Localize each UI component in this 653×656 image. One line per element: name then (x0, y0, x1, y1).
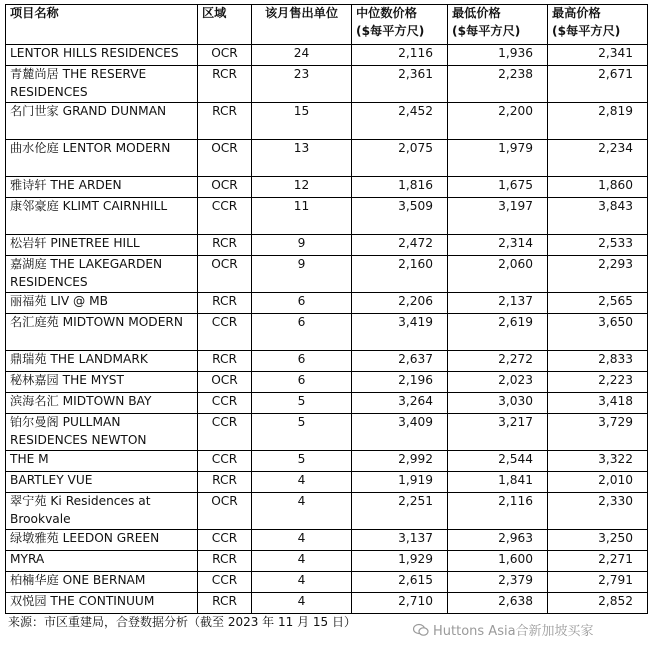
table-row (6, 45, 648, 66)
cell-region: OCR (198, 140, 252, 177)
cell-max-price: 2,330 (548, 493, 648, 530)
cell-max-price: 2,671 (548, 66, 648, 103)
cell-median-price: 1,816 (352, 177, 448, 198)
cell-units-sold: 4 (252, 551, 352, 572)
cell-region: RCR (198, 103, 252, 140)
cell-min-price: 2,619 (448, 314, 548, 351)
cell-max-price: 2,234 (548, 140, 648, 177)
cell-median-price: 3,419 (352, 314, 448, 351)
table-row (6, 451, 648, 472)
header-region: 区域 (198, 5, 252, 45)
cell-median-price: 2,615 (352, 572, 448, 593)
cell-units-sold: 4 (252, 530, 352, 551)
cell-max-price: 2,293 (548, 256, 648, 293)
cell-max-price: 1,860 (548, 177, 648, 198)
cell-median-price: 3,509 (352, 198, 448, 235)
cell-max-price: 2,819 (548, 103, 648, 140)
cell-median-price: 2,992 (352, 451, 448, 472)
cell-max-price: 2,341 (548, 45, 648, 66)
cell-median-price: 2,361 (352, 66, 448, 103)
cell-min-price: 2,544 (448, 451, 548, 472)
cell-project-name: 翠宁苑 Ki Residences at Brookvale (6, 493, 198, 530)
cell-units-sold: 24 (252, 45, 352, 66)
header-project-name: 项目名称 (6, 5, 198, 45)
cell-min-price: 2,379 (448, 572, 548, 593)
cell-units-sold: 9 (252, 235, 352, 256)
table-body (6, 45, 648, 614)
cell-max-price: 2,533 (548, 235, 648, 256)
watermark-text: Huttons Asia合新加坡买家 (433, 624, 594, 639)
cell-units-sold: 11 (252, 198, 352, 235)
cell-region: RCR (198, 472, 252, 493)
table-header-row (6, 5, 648, 45)
cell-units-sold: 6 (252, 351, 352, 372)
cell-max-price: 2,833 (548, 351, 648, 372)
table-row (6, 66, 648, 103)
cell-project-name: 秘林嘉园 THE MYST (6, 372, 198, 393)
cell-units-sold: 12 (252, 177, 352, 198)
cell-project-name: 曲水伦庭 LENTOR MODERN (6, 140, 198, 177)
cell-region: OCR (198, 45, 252, 66)
cell-region: OCR (198, 372, 252, 393)
cell-min-price: 1,675 (448, 177, 548, 198)
cell-region: OCR (198, 177, 252, 198)
table-row (6, 414, 648, 451)
cell-max-price: 3,729 (548, 414, 648, 451)
cell-median-price: 2,637 (352, 351, 448, 372)
cell-units-sold: 6 (252, 372, 352, 393)
cell-max-price: 2,223 (548, 372, 648, 393)
cell-max-price: 2,852 (548, 593, 648, 614)
cell-units-sold: 13 (252, 140, 352, 177)
cell-min-price: 2,023 (448, 372, 548, 393)
cell-max-price: 3,650 (548, 314, 648, 351)
cell-units-sold: 6 (252, 293, 352, 314)
cell-region: CCR (198, 314, 252, 351)
cell-min-price: 2,116 (448, 493, 548, 530)
cell-project-name: 滨海名汇 MIDTOWN BAY (6, 393, 198, 414)
cell-max-price: 2,010 (548, 472, 648, 493)
cell-region: RCR (198, 293, 252, 314)
cell-max-price: 2,791 (548, 572, 648, 593)
table-row (6, 256, 648, 293)
cell-project-name: 双悦园 THE CONTINUUM (6, 593, 198, 614)
cell-median-price: 2,160 (352, 256, 448, 293)
cell-min-price: 2,137 (448, 293, 548, 314)
cell-region: OCR (198, 493, 252, 530)
cell-region: CCR (198, 393, 252, 414)
cell-region: CCR (198, 530, 252, 551)
cell-min-price: 3,217 (448, 414, 548, 451)
cell-region: CCR (198, 572, 252, 593)
cell-units-sold: 5 (252, 451, 352, 472)
cell-min-price: 2,272 (448, 351, 548, 372)
cell-min-price: 2,238 (448, 66, 548, 103)
cell-max-price: 3,322 (548, 451, 648, 472)
cell-region: CCR (198, 414, 252, 451)
cell-median-price: 3,264 (352, 393, 448, 414)
cell-project-name: MYRA (6, 551, 198, 572)
table-row (6, 351, 648, 372)
cell-min-price: 1,600 (448, 551, 548, 572)
table-row (6, 551, 648, 572)
source-note: 来源：市区重建局，合登数据分析（截至 2023 年 11 月 15 日） (8, 615, 356, 629)
header-max-price: 最高价格 ($每平方尺) (548, 5, 648, 45)
cell-units-sold: 4 (252, 472, 352, 493)
cell-project-name: 嘉湖庭 THE LAKEGARDEN RESIDENCES (6, 256, 198, 293)
cell-min-price: 2,200 (448, 103, 548, 140)
table-row (6, 393, 648, 414)
cell-region: RCR (198, 351, 252, 372)
cell-median-price: 2,251 (352, 493, 448, 530)
cell-min-price: 2,314 (448, 235, 548, 256)
table-row (6, 140, 648, 177)
table-row (6, 198, 648, 235)
table-row (6, 372, 648, 393)
table-row (6, 530, 648, 551)
cell-min-price: 2,060 (448, 256, 548, 293)
cell-min-price: 2,963 (448, 530, 548, 551)
cell-max-price: 2,271 (548, 551, 648, 572)
cell-median-price: 3,137 (352, 530, 448, 551)
cell-units-sold: 4 (252, 493, 352, 530)
cell-median-price: 3,409 (352, 414, 448, 451)
cell-region: RCR (198, 551, 252, 572)
cell-region: CCR (198, 451, 252, 472)
cell-max-price: 2,565 (548, 293, 648, 314)
cell-max-price: 3,843 (548, 198, 648, 235)
cell-units-sold: 4 (252, 593, 352, 614)
cell-min-price: 1,979 (448, 140, 548, 177)
cell-units-sold: 23 (252, 66, 352, 103)
cell-units-sold: 4 (252, 572, 352, 593)
cell-median-price: 1,929 (352, 551, 448, 572)
header-min-price: 最低价格 ($每平方尺) (448, 5, 548, 45)
cell-median-price: 2,196 (352, 372, 448, 393)
table-row (6, 235, 648, 256)
cell-project-name: 名汇庭苑 MIDTOWN MODERN (6, 314, 198, 351)
cell-median-price: 1,919 (352, 472, 448, 493)
wechat-icon (413, 623, 429, 637)
cell-region: OCR (198, 256, 252, 293)
cell-project-name: 铂尔曼阁 PULLMAN RESIDENCES NEWTON (6, 414, 198, 451)
cell-units-sold: 9 (252, 256, 352, 293)
cell-median-price: 2,206 (352, 293, 448, 314)
cell-region: RCR (198, 66, 252, 103)
table-row (6, 572, 648, 593)
header-units-sold: 该月售出单位 (252, 5, 352, 45)
cell-min-price: 3,197 (448, 198, 548, 235)
cell-project-name: 名门世家 GRAND DUNMAN (6, 103, 198, 140)
cell-median-price: 2,116 (352, 45, 448, 66)
cell-min-price: 3,030 (448, 393, 548, 414)
cell-project-name: 青麓尚居 THE RESERVE RESIDENCES (6, 66, 198, 103)
cell-median-price: 2,472 (352, 235, 448, 256)
cell-median-price: 2,075 (352, 140, 448, 177)
cell-min-price: 1,936 (448, 45, 548, 66)
cell-project-name: 鼎瑞苑 THE LANDMARK (6, 351, 198, 372)
cell-min-price: 1,841 (448, 472, 548, 493)
table-row (6, 177, 648, 198)
cell-max-price: 3,418 (548, 393, 648, 414)
cell-min-price: 2,638 (448, 593, 548, 614)
table-row (6, 593, 648, 614)
sales-table (5, 4, 648, 614)
cell-project-name: 柏楠华庭 ONE BERNAM (6, 572, 198, 593)
cell-region: RCR (198, 235, 252, 256)
table-row (6, 314, 648, 351)
cell-project-name: LENTOR HILLS RESIDENCES (6, 45, 198, 66)
table-row (6, 103, 648, 140)
cell-project-name: 绿墩雅苑 LEEDON GREEN (6, 530, 198, 551)
cell-project-name: 松岩轩 PINETREE HILL (6, 235, 198, 256)
cell-units-sold: 5 (252, 393, 352, 414)
watermark (413, 620, 594, 639)
cell-project-name: BARTLEY VUE (6, 472, 198, 493)
cell-max-price: 3,250 (548, 530, 648, 551)
cell-median-price: 2,452 (352, 103, 448, 140)
table-row (6, 493, 648, 530)
table-row (6, 472, 648, 493)
header-median-price: 中位数价格 ($每平方尺) (352, 5, 448, 45)
cell-units-sold: 6 (252, 314, 352, 351)
cell-region: CCR (198, 198, 252, 235)
cell-project-name: 康邻豪庭 KLIMT CAIRNHILL (6, 198, 198, 235)
cell-region: RCR (198, 593, 252, 614)
cell-median-price: 2,710 (352, 593, 448, 614)
cell-units-sold: 15 (252, 103, 352, 140)
cell-project-name: 丽福苑 LIV @ MB (6, 293, 198, 314)
cell-project-name: 雅诗轩 THE ARDEN (6, 177, 198, 198)
table-row (6, 293, 648, 314)
cell-project-name: THE M (6, 451, 198, 472)
cell-units-sold: 5 (252, 414, 352, 451)
